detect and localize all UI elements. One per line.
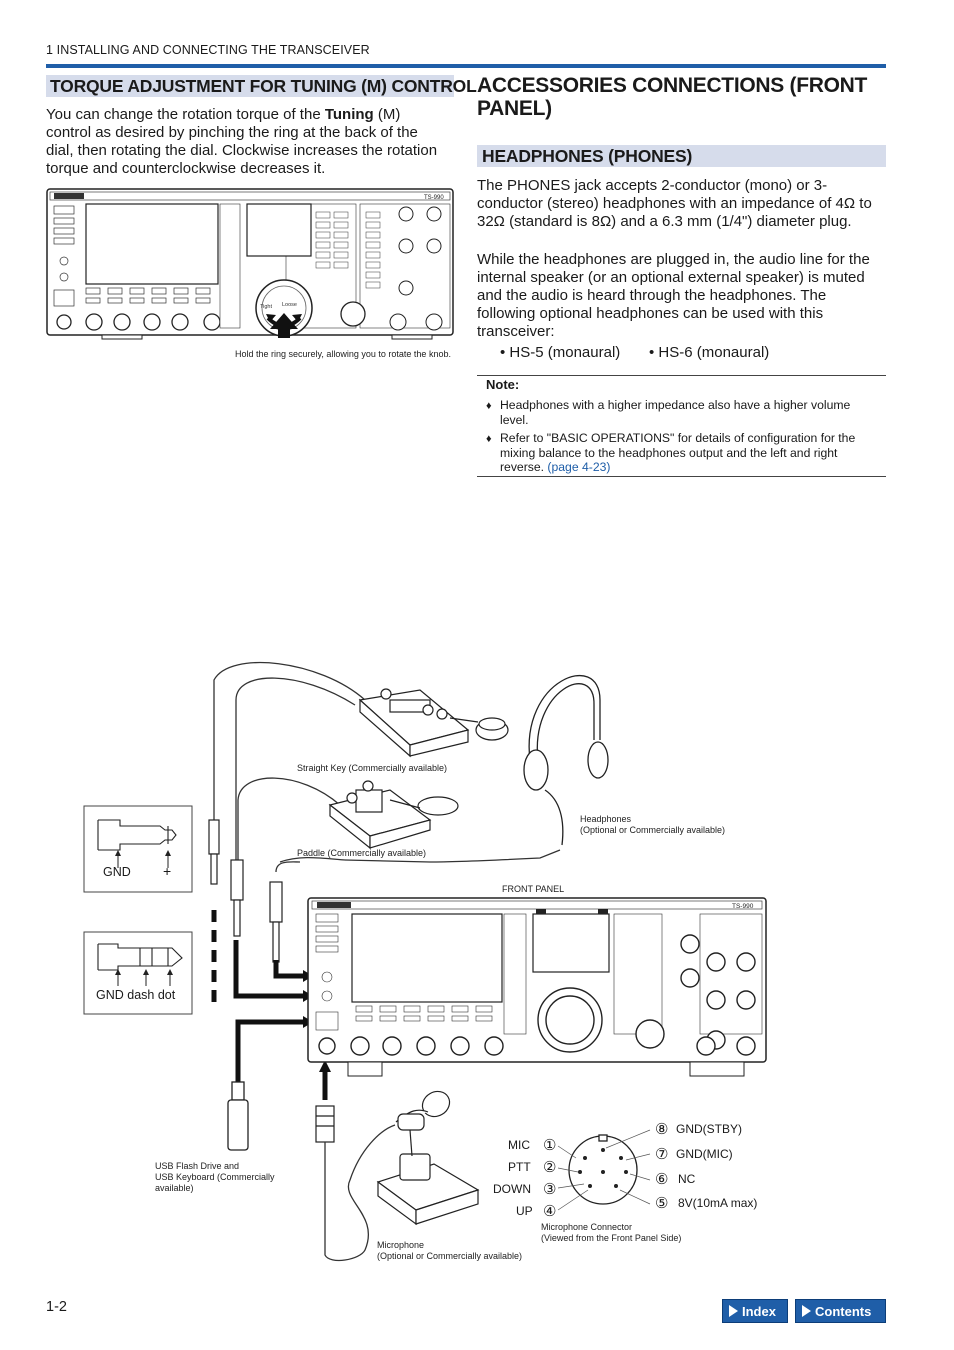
note-item-1 bbox=[486, 398, 880, 427]
option-hs6: • HS-6 (monaural) bbox=[649, 344, 770, 361]
usb-drive-drawing bbox=[228, 1082, 248, 1150]
pin-5-num: ⑤ bbox=[655, 1195, 669, 1212]
pin-3-label: DOWN bbox=[493, 1182, 531, 1196]
phones-para-1: The PHONES jack accepts 2-conductor (mono) or 3-conductor (stereo) headphones with an impedance of 4Ω to 32Ω (standard is 8Ω) and a 6.3 mm (1/4") diameter plug. bbox=[477, 177, 872, 230]
index-button-label: Index bbox=[742, 1304, 776, 1319]
pin-7-num: ⑦ bbox=[655, 1146, 669, 1163]
usb-label-1: USB Flash Drive and bbox=[155, 1161, 240, 1171]
usb-label-2: USB Keyboard (Commercially bbox=[155, 1172, 275, 1182]
torque-figure bbox=[46, 188, 454, 368]
connector-label-1: Microphone Connector bbox=[541, 1222, 633, 1232]
straight-key-label: Straight Key (Commercially available) bbox=[297, 763, 448, 773]
index-button[interactable] bbox=[722, 1299, 788, 1323]
microphone-label-2: (Optional or Commercially available) bbox=[377, 1251, 523, 1261]
pin-7-label: GND(MIC) bbox=[676, 1147, 733, 1161]
header-rule bbox=[46, 64, 886, 68]
loose-label: Loose bbox=[282, 302, 297, 308]
pin-4-label: UP bbox=[516, 1204, 533, 1218]
usb-label-3: available) bbox=[155, 1183, 194, 1193]
connection-diagram bbox=[0, 640, 954, 1280]
connector-label-2: (Viewed from the Front Panel Side) bbox=[541, 1233, 682, 1243]
pin-2-label: PTT bbox=[508, 1160, 531, 1174]
torque-text-pre: You can change the rotation torque of the bbox=[46, 106, 325, 123]
tight-label: Tight bbox=[260, 304, 273, 310]
model-label-small: TS-990 bbox=[424, 195, 444, 201]
pin-4-num: ④ bbox=[543, 1203, 557, 1220]
plug2-label: GND dash dot bbox=[96, 988, 176, 1002]
diamond-icon: ♦ bbox=[486, 433, 492, 445]
pin-5-label: 8V(10mA max) bbox=[678, 1196, 758, 1210]
paddle-label: Paddle (Commercially available) bbox=[297, 848, 427, 858]
plug1-plus-label: + bbox=[163, 863, 172, 879]
pin-6-label: NC bbox=[678, 1172, 696, 1186]
model-label-big: TS-990 bbox=[732, 903, 754, 910]
mic-connector-drawing bbox=[569, 1135, 637, 1204]
torque-paragraph bbox=[46, 106, 446, 178]
section-title-headphones: HEADPHONES (PHONES) bbox=[482, 146, 693, 166]
note-title: Note: bbox=[486, 377, 520, 392]
option-hs5: • HS-5 (monaural) bbox=[500, 344, 621, 361]
pin-2-num: ② bbox=[543, 1159, 557, 1176]
section-title-torque: TORQUE ADJUSTMENT FOR TUNING (M) CONTROL bbox=[50, 76, 477, 96]
pin-3-num: ③ bbox=[543, 1181, 557, 1198]
note-2-text: Refer to "BASIC OPERATIONS" for details of configuration for the mixing balance to the headphones output and the left and right reverse. bbox=[500, 431, 856, 474]
running-head: 1 INSTALLING AND CONNECTING THE TRANSCEIVER bbox=[46, 43, 370, 57]
tuning-bold: Tuning bbox=[324, 106, 374, 123]
microphone-drawing bbox=[378, 1087, 478, 1224]
pin-6-num: ⑥ bbox=[655, 1171, 669, 1188]
plug1-gnd-label: GND bbox=[103, 865, 131, 879]
diamond-icon: ♦ bbox=[486, 400, 492, 412]
section-title-accessories-l2: PANEL) bbox=[477, 97, 552, 120]
microphone-label-1: Microphone bbox=[377, 1240, 425, 1250]
play-arrow-icon bbox=[802, 1305, 811, 1317]
note-box bbox=[477, 375, 886, 477]
contents-button[interactable] bbox=[795, 1299, 886, 1323]
pin-8-num: ⑧ bbox=[655, 1121, 669, 1138]
front-panel-label: FRONT PANEL bbox=[502, 884, 565, 894]
front-panel-drawing bbox=[308, 898, 766, 1076]
pin-1-label: MIC bbox=[508, 1138, 530, 1152]
paddle-drawing bbox=[330, 781, 458, 848]
note-1-text: Headphones with a higher impedance also have a higher volume level. bbox=[500, 398, 851, 427]
phones-para-2: While the headphones are plugged in, the audio line for the internal speaker (or an optional external speaker) is muted and the audio is heard through the headphones. The following optional headphones can be used with this transceiver: bbox=[477, 251, 870, 340]
section-title-accessories-l1: ACCESSORIES CONNECTIONS (FRONT bbox=[477, 74, 868, 97]
headphones-label-1: Headphones bbox=[580, 814, 632, 824]
headphones-label-2: (Optional or Commercially available) bbox=[580, 825, 726, 835]
torque-figure-caption: Hold the ring securely, allowing you to rotate the knob. bbox=[235, 349, 451, 359]
page-number: 1-2 bbox=[46, 1299, 67, 1315]
straight-key-drawing bbox=[360, 689, 508, 756]
play-arrow-icon bbox=[729, 1305, 738, 1317]
note-item-2 bbox=[486, 431, 880, 475]
torque-text-post: (M) control as desired by pinching the ring at the back of the dial, then rotating the dial. Clockwise increases the rotation torque and counterclockwise decreases it. bbox=[46, 106, 438, 177]
contents-button-label: Contents bbox=[815, 1304, 872, 1319]
page-link-4-23[interactable]: (page 4-23) bbox=[547, 460, 611, 474]
pin-8-label: GND(STBY) bbox=[676, 1122, 742, 1136]
pin-1-num: ① bbox=[543, 1137, 557, 1154]
